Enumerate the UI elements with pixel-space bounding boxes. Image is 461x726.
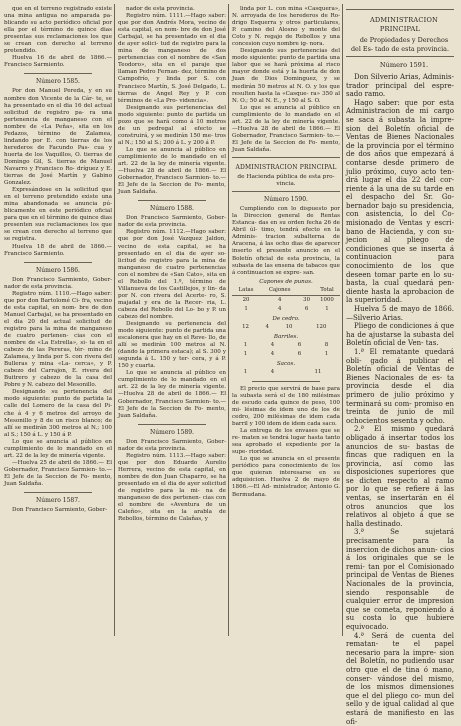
table-category: Barriles. — [273, 333, 299, 340]
notice-number: Número 1591. — [379, 61, 429, 70]
paragraph: Registro núm. 1110.—Hago saber: que por don Bartolomé Ci- fra, vecino de esta capital, en nom- bre de don Manuel Carbajal, se ha presentado en el dia 20 del actual solicitud de registro para la mina de manganeso de cuatro pertenen- cias con el nombre de «La Estrella», si- ta en el cabezo de las Pereras, tér- mino de Zalamea, y linda por S. con rivera del Bulleras y mina «La- cerca», y P. cabezo del Carrajon, E. rivera del Buitrero y cabezo de la casa del Pobre y N. cabezo del Mesonillo. — [4, 290, 113, 389]
paragraph: Don Francisco Sarmiento, Gober- nador de esta provincia. — [118, 215, 226, 229]
paragraph: Pliego de condiciones á que ha de ajustarse la subasta del Boletín oficial de Ven- tas. — [346, 322, 454, 348]
divider — [24, 73, 92, 74]
paragraph: Por don Manuel Pereda, y en su nombre don Vicente de la Cár- te, se ha presentado en el dia 16 del actual solicitud de registro pa- ra una pertenencia de manganeso con el nombre de «La Peña», sita en los Pedazos, término de Zalamea, lindando por E. con tierras de los herederos de Facundo Pas- cua y huerta de los Vaquillos, O. tierras de Domingo Gil, S. tierras de Manuel Navarro y Francisco Ro- dríguez y E. tierras de José Martín y Gabino Gonzalez. — [4, 88, 112, 187]
notice-number: Número 1588. — [150, 205, 194, 213]
table-category: Sacos. — [276, 360, 296, 367]
paragraph: 2.ª El mismo quedará obligado á insertar todos los anuncios de su- bastas de fincas que radiquen en la provincia, así como las disposiciones superiores que se dicten respecto al ramo por lo que se refiere á las ventas, se insertarán en él otros anuncios que los relativos al objeto á que se halla destinado. — [346, 425, 454, 528]
table-cell: 6 — [297, 350, 302, 357]
divider — [138, 424, 206, 425]
paragraph: Don Francisco Sarmiento, Gober- nador de esta provincia. — [118, 438, 226, 452]
table-cell: 6 — [304, 305, 309, 312]
column-1 — [4, 6, 112, 636]
paragraph: Expresándose en la solicitud que en el terreno pretendido existe una mina abandonada se anuncia pú- blicamente en este periódico oficial para que en el término de quince dias presenten sus reclamaciones los que se crean con derecho al terreno que se registra. — [4, 187, 112, 243]
column-header — [299, 286, 314, 296]
column-3 — [232, 6, 340, 636]
paragraph: Registro núm. 1112.—Hago saber: que por don José Vazquez Jaldon, vecino de esta capital, se ha presentado en el dia de ayer so- licitud de registro para la mina de manganeso de cuatro pertenencias con el nombre de «San Cato», sita en el Rebollo del 1.º, término de Villanueva de los Castillejos, y lin- da por N. con rivera del Acerte- ro, S. majadal y era de la Recer- ria, L. cabeza del Rebollo del Lo- bo y P. un cabezo del nombre. — [118, 229, 226, 320]
notice-number: Número 1590. — [264, 196, 308, 204]
table-category: De cedro. — [272, 315, 300, 322]
paragraph: Hago saber: que por esta Administracion de mi cargo se saca á subasta la impre- sion del Boletín oficial de Ventas de Bienes Nacionales de la provincia por el término de dos años que empezará á contarse desde primero de julio próximo, cuyo acto ten- drá lugar el dia 22 del cor- riente á la una de su tarde en el despacho del Sr. Go- bernador bajo su presidencia, con asistencia, lo del Co- misionado de Ventas y escri- bano de Hacienda, y con su- jecion al pliego de condiciones que se inserta á continuacion para conocimiento de los que deseen tomar parte en lo su- basta, la cual quedará pen- diente hasta la aprobacion de la superioridad. — [346, 98, 454, 305]
table-cell: 10 — [285, 323, 293, 330]
paragraph: 4.ª Será de cuenta del rematan- te el papel necesario para la impre- sion del Boletín, no pudiendo usar otro que el de tina ó mano, conser- vándose del mismo, de los mismos dimensiones que el del pliego co- mun del sello y de igual calidad al que estará de manifiesto en las ofi- — [346, 631, 454, 726]
table-row — [232, 323, 340, 332]
signature: Lo que se anuncia al público en cumplimiento de lo mandado en el art. 22 de la ley de minería vigente. —Huelva 28 de abril de 1866.— El Gobernador, Francisco Sarmien- to.—El Jefe de la Seccion de Fo- mento, Juan Saldaña. — [232, 104, 340, 153]
tobacco-table — [232, 286, 340, 314]
signature: Lo que se anuncia al público en cumplimiento de lo mandado en el art. 22 de la ley de minería vigente. —Huelva 28 de abril de 1866.— El Gobernador, Francisco Sarmien- to.—El Jefe de la Seccion de Fo- mento, Juan Saldaña. — [118, 146, 226, 196]
table-cell: 30 — [303, 296, 311, 303]
table-cell: 1000 — [320, 296, 334, 303]
table-cell: 4 — [270, 350, 275, 357]
paragraph: Lo que se anuncia al público en cumplimiento de lo mandado en el art. 22 de la ley de minería vigente. — [4, 438, 112, 459]
table-title: Capones de punas. — [259, 278, 313, 285]
table-cell: 1 — [325, 305, 329, 312]
table-row — [232, 341, 340, 350]
table-cell: 120 — [316, 323, 327, 330]
column-header: Total — [314, 286, 340, 296]
section-subtitle: de Propiedades y Derechos del Es- tado de esta provincia. — [350, 36, 450, 53]
paragraph: La entrega de los envases que se re- maten se tendrá lugar hasta tanto sea aprobado el expediente por la supe- rioridad. — [232, 428, 340, 456]
tobacco-table — [232, 323, 340, 332]
paragraph: 3.ª Se sujetará precisamente para la insercion de dichos anun- cios á los originales que se le remi- tan por el Comisionado principal de Ventas de Bienes Nacionales de la provincia, siendo responsable de cualquier error de impresion que se cometa, reponiendo á su costa lo que hubiere equivocado. — [346, 528, 454, 631]
column-header: Latas — [232, 286, 260, 296]
signature: —Huelva 25 de abril de 1866.— El Gobernador, Francisco Sarmien- to.—El Jefe de la Seccion de Fo- mento, Juan Saldaña. — [4, 459, 112, 487]
signature: Huelva 18 de abril de 1866.— Francisco Sarmiento. — [4, 243, 112, 257]
table-cell: 12 — [242, 323, 249, 330]
signature: Huelva 5 de mayo de 1866. —Silverio Arias. — [346, 305, 454, 322]
table-row — [232, 350, 340, 359]
paragraph: El precio que servirá de base para la subasta será el de 180 milésimas de escudo cada quince de peso, 100 mi- lésimas de idem uno de los de cedro, 200 milésimas de idem cada barril y 100 idem de idem cada saco. — [232, 385, 340, 428]
section-header — [232, 157, 340, 192]
table-cell: 11 — [314, 368, 322, 375]
table-cell: 4 — [277, 305, 282, 312]
paragraph: 1.ª El rematante quedará obli- gado á publicar el Boletín oficial de Ventas de Bienes Nacionales de es- ta provincia desde el dia primero de julio próximo y terminará su com- promiso en treinta de junio de mil ochocientos sesenta y ocho. — [346, 347, 454, 425]
table-cell: 4 — [270, 341, 275, 348]
notice-number: Número 1587. — [36, 497, 80, 505]
table-cell: 1 — [243, 368, 248, 375]
table-cell — [286, 368, 296, 377]
column-2 — [118, 6, 226, 636]
table-cell: 8 — [324, 341, 329, 348]
section-title: ADMINISTRACION PRINCIPAL — [235, 163, 337, 171]
tobacco-table — [232, 368, 340, 377]
paragraph: Registro núm. 1113.—Hago saber: que por don Eduardo Aurelio Herrera, vecino de esta capital, en nombre de don Juan Chaparro, se ha presentado en el dia de ayer solicitud de registro para la mi- na de manganeso de dos pertenen- cias con el nombre de «Aventura de un Caleño», sita en la arabla de Rebollos, término de Calañas, y — [118, 452, 226, 523]
divider — [138, 200, 206, 201]
column-4 — [346, 6, 454, 726]
paragraph: Registro núm. 1111.—Hago saber: que por don Andrés Mora, vecino de esta capital, en nom- bre de don José Carbajal, se ha presentado en el dia de ayer solici- tud de registro para la mina de manganeso de dos pertenencias con el nombre de «San Teodoro», sita en el paraje que llaman Pedro Fernan- dez, término de Campofrío, y linda por S. con Francisco Martín, S. José Delgado, L. tierras de Angel Rey y P. con términos de «La Pro- videncia». — [118, 13, 226, 104]
notice-number: Número 1586. — [36, 266, 80, 274]
paragraph: Designando sus pertenencias del modo siguiente: punto de partida una labor que se hará próxima al risco mayor donde está y la huerta de don Juan de Dios Dominguez, y se medirán 50 metros al N. O. y los que resulten hasta la «Casque- ra» 350 al N. O.; 50 al N. E., y 150 al S. O. — [232, 48, 340, 104]
paragraph: que en el terreno registrado existe una mina antigua no amparada pa- blicando su acto periódico oficial por ella por el término de quince dias presentas sus reclamaciones los que se crean con derecho al terreno pretendido. — [4, 6, 112, 55]
paragraph: nador de esta provincia. — [126, 6, 195, 12]
table-cell: 4 — [277, 296, 282, 303]
table-cell: 1 — [243, 341, 248, 348]
paragraph: linda por L. con mina «Casquera», N. arroyada de los herederos de Ro- drigo Esquerra y otros particulares, P. camino del Alosno y monte del Coto y N. regajo de Rebollos y una concesion cuyo nombre ig- nora. — [232, 6, 340, 48]
signature: Lo que se anuncia al público en cumplimiento de lo mandado en el art. 22 de la ley de minería vigente. —Huelva 28 de abril de 1866.— El Gobernador, Francisco Sarmien- to.—El Jefe de la Seccion de Fo- mento, Juan Saldaña. — [118, 370, 226, 419]
section-title: ADMINISTRACION PRINCIPAL — [369, 16, 439, 33]
column-rule — [342, 4, 343, 636]
table-row — [232, 305, 340, 314]
paragraph: Designando sus pertenencias del modo siguiente: punto de partida un pozo que se hará como á 10 metros de un pedregal al efecto se construirá, y se medirán 150 me- tros al N.; 150 al S.; 200 á L. y 200 á P. — [118, 104, 226, 146]
section-header — [346, 9, 454, 57]
notice-number: Número 1585. — [36, 78, 80, 86]
tobacco-table — [232, 341, 340, 359]
notice-number: Número 1589. — [150, 428, 194, 436]
column-header: Cajones — [260, 286, 299, 296]
divider — [24, 262, 92, 263]
column-rule — [228, 4, 229, 636]
table-cell: 4 — [270, 368, 275, 375]
table-cell: 1 — [324, 350, 329, 357]
table-cell: 4 — [265, 323, 269, 330]
table-row — [232, 368, 340, 377]
divider — [252, 381, 320, 382]
divider — [24, 492, 92, 493]
signature: Huelva 16 de abril de 1866.— Francisco Sarmiento. — [4, 55, 112, 69]
table-row — [232, 295, 340, 305]
paragraph: Don Silverio Arias, Adminis- trador principal del espre- sado ramo. — [346, 72, 454, 99]
table-cell: 6 — [297, 341, 302, 348]
table-cell: 20 — [242, 296, 250, 303]
table-cell: 1 — [243, 350, 248, 357]
table-cell: 1 — [244, 305, 248, 312]
section-subtitle: de Hacienda pública de esta pro- vincia. — [237, 174, 335, 188]
column-rule — [114, 4, 115, 636]
paragraph: Don Francisco Sarmiento, Gober- — [12, 507, 108, 514]
signature: Lo que se anuncia en el presente periódico para conocimiento de los que quieran interesarse en su adquisicion. Huelva 2 de mayo de 1866.—El Ad- ministrador, Antonio G. Bermudana. — [232, 456, 340, 498]
paragraph: Cumpliendo con lo dispuesto por la Direccion general de Rentas Estanca- das en su orden fecha 26 de Abril úl- timo, tendrá efecto en la Adminis- tracion subalterna de Aracena, á las ocho dias de aparecer inserto el presente anuncio en el Boletín oficial de esta provincia, la subasta de las ensena de tabacos que á continuacion se expre- san. — [232, 206, 340, 276]
paragraph: Don Francisco Sarmiento, Gober- nador de esta provincia. — [4, 276, 112, 290]
paragraph: Designando su pertenencia del modo siguiente: punto de partida una escalonera que hay en el Reve- llo, de allí se medirán 100 metros al N. (dando la primera estaca); al S. 300 y segunda á L. 150 y ter- cera, y á P. 150 y cuarta. — [118, 321, 226, 370]
paragraph: Designando su pertenencia del modo siguiente: punto de partida la calle del Lomero de la casa del Pi- che á 4 y 6 metros del arroyo de Mesonillo y 8 de un risco blanco; de allí se medirán 300 metros al N.; 100 al S.; 150 á L. y 150 á P. — [4, 389, 112, 438]
